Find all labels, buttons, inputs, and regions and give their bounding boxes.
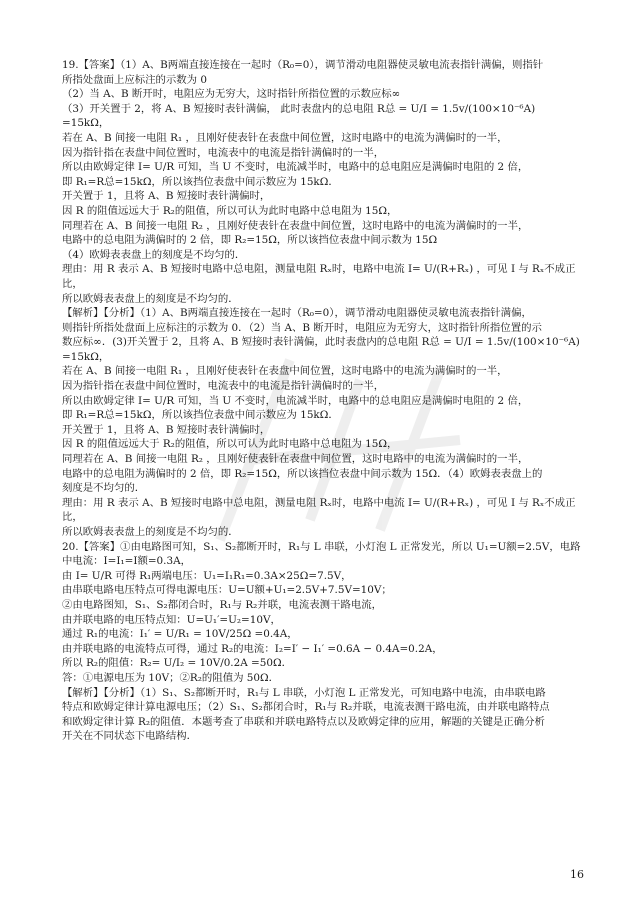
text-line: 由串联电路电压特点可得电源电压：U=U额+U₁=2.5V+7.5V=10V； [62, 584, 392, 597]
text-line: 所以由欧姆定律 I= U/R 可知，当 U 不变时，电流减半时，电路中的总电阻应是满偏时电阻的 2 倍， [62, 161, 529, 174]
text-line: 和欧姆定律计算 R₂的阻值．本题考查了串联和并联电路特点以及欧姆定律的应用，解题的关键是正确分析 [62, 715, 545, 728]
text-line: 理由：用 R 表示 A、B 短接时电路中总电阻，测量电阻 Rₓ时，电路中电流 I= U/(R+Rₓ) ，可见 I 与 Rₓ不成正比， [62, 263, 576, 290]
text-line: 特点和欧姆定律计算电源电压；（2）S₁、S₂都闭合时，R₁与 R₂并联，电流表测干路电流，由并联电路特点 [62, 701, 550, 714]
text-line: 所以 R₂的阻值：R₂= U/I₂ = 10V/0.2A =50Ω． [62, 657, 292, 670]
text-line: 则指针所指处盘面上应标注的示数为 0．（2）当 A、B 断开时，电阻应为无穷大，这时指针所指位置的示 [62, 321, 542, 334]
text-line: 同理若在 A、B 间接一电阻 R₂ ，且刚好使表针在表盘中间位置，这时电路中的电流为满偏时的一半， [62, 453, 529, 466]
text-line: 由并联电路的电压特点知：U=U₁′=U₂=10V， [62, 613, 281, 626]
text-line: 所以欧姆表表盘上的刻度是不均匀的． [62, 526, 239, 538]
text-line: 开关置于 1，且将 A、B 短接时表针满偏时， [62, 190, 271, 203]
text-line: （4）欧姆表表盘上的刻度是不均匀的． [62, 248, 246, 261]
text-line: 所指处盘面上应标注的示数为 0 [62, 73, 207, 86]
text-line: 20.【答案】①由电路图可知，S₁、S₂都断开时，R₁与 L 串联，小灯泡 L 正常发光，所以 U₁=U额=2.5V，电路 [62, 540, 581, 553]
text-line: 因 R 的阻值远远大于 R₂的阻值，所以可认为此时电路中总电阻为 15Ω， [62, 204, 398, 217]
text-line: 中电流：I=I₁=I额=0.3A， [62, 555, 191, 568]
text-line: 因为指针指在表盘中间位置时，电流表中的电流是指针满偏时的一半， [62, 380, 385, 393]
text-line: 数应标∞．(3)开关置于 2，且将 A、B 短接时表针满偏，此时表盘内的总电阻 R总 = U/I = 1.5v/(100×10⁻⁶A) =15kΩ， [62, 336, 580, 363]
text-line: 因 R 的阻值远远大于 R₂的阻值，所以可认为此时电路中总电阻为 15Ω， [62, 438, 398, 451]
text-line: ②由电路图知，S₁、S₂都闭合时，R₁与 R₂并联，电流表测干路电流， [62, 598, 383, 611]
text-line: 电路中的总电阻为满偏时的 2 倍，即 R₂=15Ω，所以该挡位表盘中间示数为 15Ω．（4）欧姆表表盘上的 [62, 467, 543, 480]
text-line: 【解析】【分析】（1）A、B两端直接连接在一起时（R₀=0），调节滑动电阻器使灵敏电流表指针满偏， [62, 307, 532, 320]
text-line: 若在 A、B 间接一电阻 R₁ ，且刚好使表针在表盘中间位置，这时电路中的电流为满偏时的一半， [62, 365, 508, 378]
text-line: 由并联电路的电流特点可得，通过 R₂的电流：I₂=I′ − I₁′ =0.6A − 0.4A=0.2A， [62, 642, 443, 655]
text-line: 答：①电源电压为 10V；②R₂的阻值为 50Ω． [62, 671, 280, 684]
text-line: 刻度是不均匀的． [62, 482, 146, 495]
text-line: 即 R₁=R总=15kΩ，所以该挡位表盘中间示数应为 15kΩ． [62, 409, 339, 422]
text-line: 理由：用 R 表示 A、B 短接时电路中总电阻，测量电阻 Rₓ时，电路中电流 I= U/(R+Rₓ) ，可见 I 与 Rₓ不成正比， [62, 496, 576, 524]
text-line: 通过 R₁的电流：I₁′ = U/R₁ = 10V/25Ω =0.4A， [62, 628, 298, 641]
text-line: 开关置于 1，且将 A、B 短接时表针满偏时， [62, 423, 271, 436]
text-line: （3）开关置于 2，将 A、B 短接时表针满偏， 此时表盘内的总电阻 R总 = U/I = 1.5v/(100×10⁻⁶A) =15kΩ， [62, 102, 536, 130]
text-line: （2）当 A、B 断开时，电阻应为无穷大，这时指针所指位置的示数应标∞ [62, 88, 401, 101]
page-number: 16 [570, 868, 584, 881]
text-line: 同理若在 A、B 间接一电阻 R₂ ，且刚好使表针在表盘中间位置，这时电路中的电流为满偏时的一半， [62, 219, 529, 232]
text-line: 即 R₁=R总=15kΩ，所以该挡位表盘中间示数应为 15kΩ． [62, 175, 339, 188]
text-line: 所以由欧姆定律 I= U/R 可知，当 U 不变时，电流减半时，电路中的总电阻应是满偏时电阻的 2 倍， [62, 394, 529, 407]
text-line: 因为指针指在表盘中间位置时，电流表中的电流是指针满偏时的一半， [62, 146, 385, 159]
text-line: 由 I= U/R 可得 R₁两端电压：U₁=I₁R₁=0.3A×25Ω=7.5V， [62, 569, 352, 582]
text-line: 电路中的总电阻为满偏时的 2 倍，即 R₂=15Ω，所以该挡位表盘中间示数为 15Ω [62, 234, 438, 247]
document-body [62, 58, 584, 744]
text-line: 若在 A、B 间接一电阻 R₁ ，且刚好使表针在表盘中间位置，这时电路中的电流为满偏时的一半， [62, 131, 508, 144]
text-line: 所以欧姆表表盘上的刻度是不均匀的． [62, 292, 239, 305]
text-line: 开关在不同状态下电路结构． [62, 730, 198, 743]
text-line: 【解析】【分析】（1）S₁、S₂都断开时，R₁与 L 串联，小灯泡 L 正常发光，可知电路中电流，由串联电路 [62, 686, 546, 699]
text-line: 19.【答案】（1）A、B两端直接连接在一起时（R₀=0），调节滑动电阻器使灵敏电流表指针满偏，则指针 [62, 59, 544, 71]
